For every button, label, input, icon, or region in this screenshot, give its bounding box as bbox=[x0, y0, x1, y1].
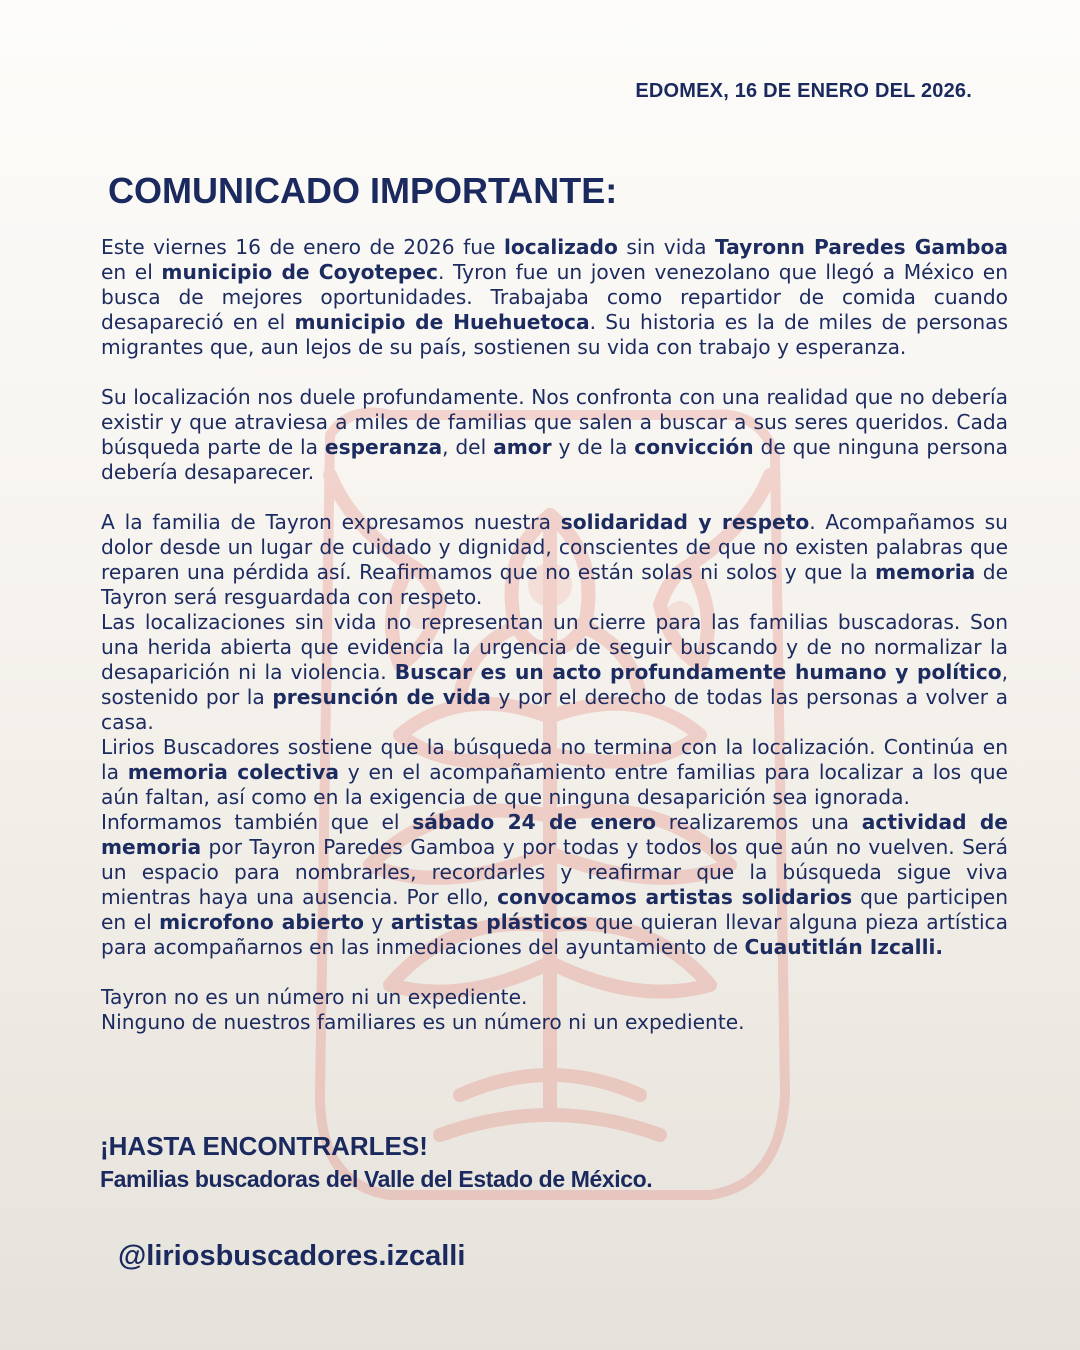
bold-phrase: Tayronn Paredes Gamboa bbox=[715, 235, 1008, 259]
page-title: COMUNICADO IMPORTANTE: bbox=[108, 170, 618, 211]
body-paragraph bbox=[101, 235, 1008, 360]
bold-phrase: Cuautitlán Izcalli. bbox=[744, 935, 944, 959]
closing-signature: Familias buscadoras del Valle del Estado de México. bbox=[100, 1166, 653, 1192]
body-paragraph bbox=[101, 610, 1008, 735]
paragraph-spacer bbox=[101, 360, 1008, 385]
text-run: Las localizaciones sin vida no representan un cierre para las familias buscadoras. Son una herida abierta que evidencia la urgencia de seguir buscando y de no normalizar la desaparición ni la violencia. bbox=[101, 610, 1008, 684]
body-paragraph bbox=[101, 510, 1008, 610]
closing-block bbox=[100, 1130, 652, 1196]
text-run: Este viernes 16 de enero de 2026 fue bbox=[101, 235, 504, 259]
text-run: y bbox=[363, 910, 391, 934]
text-run: y en el acompañamiento entre familias para localizar a los que aún faltan, así como en la exigencia de que ninguna desaparición sea ignorada. bbox=[101, 760, 1008, 809]
bold-phrase: memoria colectiva bbox=[127, 760, 339, 784]
body-paragraph bbox=[101, 1010, 1008, 1035]
text-run: y por el derecho de todas las personas a volver a casa. bbox=[101, 685, 1008, 734]
text-run: de que ninguna persona debería desaparecer. bbox=[101, 435, 1008, 484]
bold-phrase: sábado 24 de enero bbox=[412, 810, 657, 834]
body-paragraph bbox=[101, 735, 1008, 810]
body-paragraph bbox=[101, 985, 1008, 1010]
text-run: de Tayron será resguardada con respeto. bbox=[101, 560, 1008, 609]
body-paragraph bbox=[101, 385, 1008, 485]
bold-phrase: artistas plásticos bbox=[390, 910, 588, 934]
text-run: Lirios Buscadores sostiene que la búsqueda no termina con la localización. Continúa en la bbox=[101, 735, 1008, 784]
body-paragraph bbox=[101, 810, 1008, 960]
text-run: que participen en el bbox=[101, 885, 1008, 934]
text-run: . Tyron fue un joven venezolano que llegó a México en busca de mejores oportunidades. Trabajaba como repartidor de comida cuando desapareció en el bbox=[101, 260, 1008, 334]
paragraph-spacer bbox=[101, 960, 1008, 985]
text-run: en el bbox=[101, 260, 162, 284]
bold-phrase: microfono abierto bbox=[159, 910, 364, 934]
bold-phrase: convocamos artistas solidarios bbox=[497, 885, 853, 909]
bold-phrase: amor bbox=[493, 435, 552, 459]
bold-phrase: municipio de Coyotepec bbox=[161, 260, 438, 284]
bold-phrase: convicción bbox=[634, 435, 754, 459]
text-run: por Tayron Paredes Gamboa y por todas y todos los que aún no vuelven. Será un espacio para nombrarles, recordarles y reafirmar que la búsqueda sigue viva mientras haya una ausencia. Por ello, bbox=[101, 835, 1008, 909]
bold-phrase: localizado bbox=[503, 235, 618, 259]
bold-phrase: Buscar es un acto profundamente humano y político bbox=[394, 660, 1002, 684]
text-run: Ninguno de nuestros familiares es un número ni un expediente. bbox=[101, 1010, 745, 1034]
text-run: sin vida bbox=[617, 235, 716, 259]
statement-body bbox=[101, 235, 1008, 1035]
text-run: Su localización nos duele profundamente. Nos confronta con una realidad que no debería existir y que atraviesa a miles de familias que salen a buscar a sus seres queridos. Cada búsqueda parte de la bbox=[101, 385, 1008, 459]
text-run: que quieran llevar alguna pieza artística para acompañarnos en las inmediaciones del ayuntamiento de bbox=[101, 910, 1009, 959]
text-run: y de la bbox=[551, 435, 635, 459]
text-run: , del bbox=[442, 435, 494, 459]
text-run: realizaremos una bbox=[656, 810, 862, 834]
paragraph-spacer bbox=[101, 485, 1008, 510]
bold-phrase: memoria bbox=[875, 560, 976, 584]
closing-slogan: ¡HASTA ENCONTRARLES! bbox=[100, 1131, 428, 1161]
text-run: . Acompañamos su dolor desde un lugar de cuidado y dignidad, conscientes de que no existen palabras que reparen una pérdida así. Reafirmamos que no están solas ni solos y que la bbox=[101, 510, 1008, 584]
text-run: A la familia de Tayron expresamos nuestra bbox=[101, 510, 561, 534]
text-run: Tayron no es un número ni un expediente. bbox=[101, 985, 528, 1009]
text-run: . Su historia es la de miles de personas migrantes que, aun lejos de su país, sostienen su vida con trabajo y esperanza. bbox=[101, 310, 1009, 359]
bold-phrase: actividad de memoria bbox=[101, 810, 1008, 859]
text-run: , sostenido por la bbox=[101, 660, 1008, 709]
text-run: Informamos también que el bbox=[101, 810, 413, 834]
bold-phrase: municipio de Huehuetoca bbox=[294, 310, 590, 334]
date-line: EDOMEX, 16 DE ENERO DEL 2026. bbox=[635, 80, 972, 102]
social-handle: @liriosbuscadores.izcalli bbox=[118, 1240, 466, 1272]
bold-phrase: solidaridad y respeto bbox=[560, 510, 810, 534]
bold-phrase: presunción de vida bbox=[272, 685, 491, 709]
bold-phrase: esperanza bbox=[324, 435, 443, 459]
